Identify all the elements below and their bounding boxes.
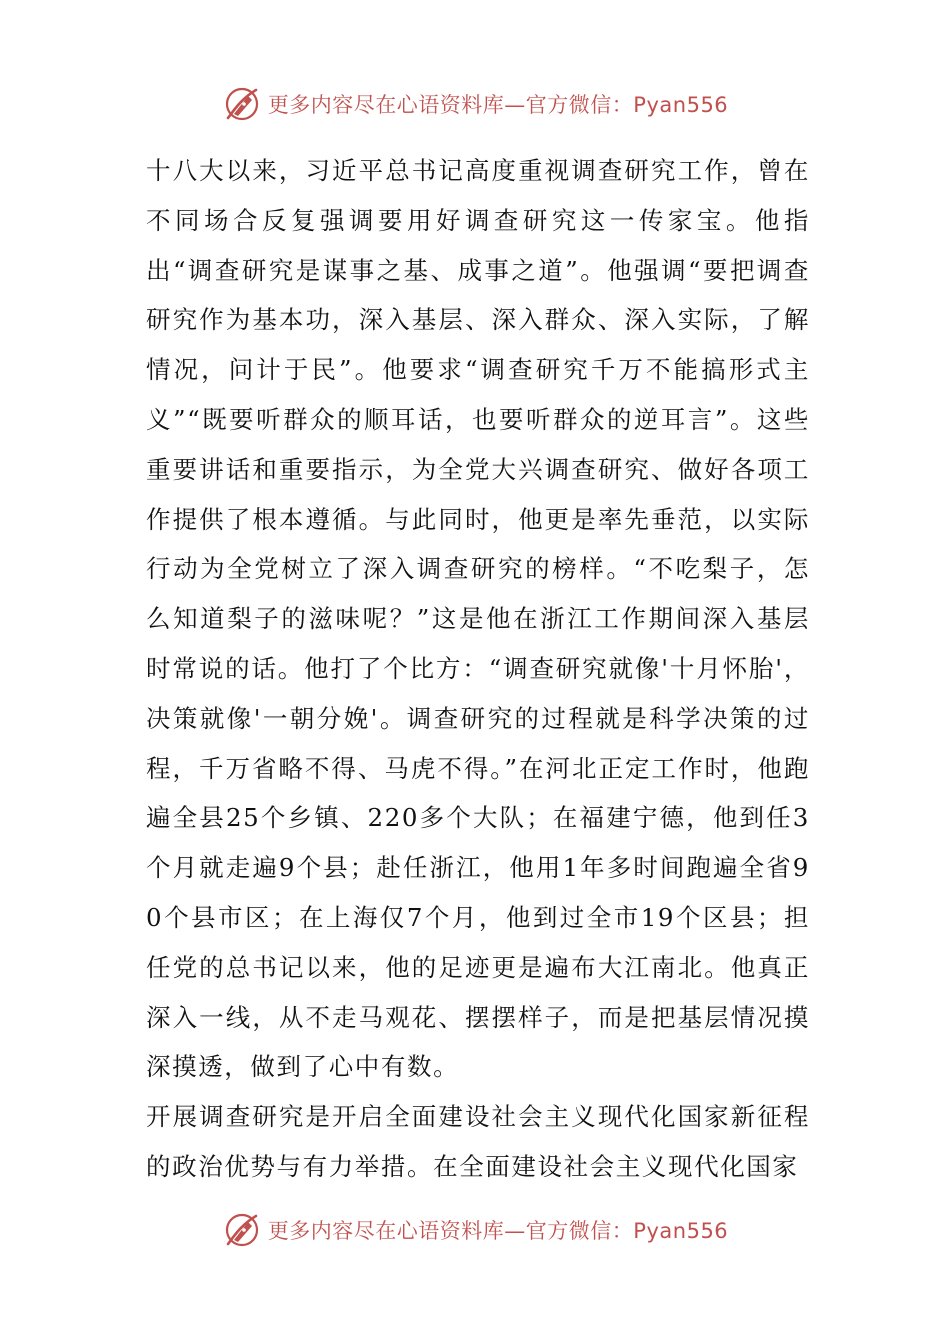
banner-text: 更多内容尽在心语资料库—官方微信：Pyan556 — [267, 93, 729, 117]
footer-banner — [0, 1208, 950, 1252]
paragraph-1: 十八大以来，习近平总书记高度重视调查研究工作，曾在不同场合反复强调要用好调查研究这一传家宝。他指出“调查研究是谋事之基、成事之道”。他强调“要把调查研究作为基本功，深入基层、深入群众、深入实际，了解情况，问计于民”。他要求“调查研究千万不能搞形式主义”“既要听群众的顺耳话，也要听群众的逆耳言”。这些重要讲话和重要指示，为全党大兴调查研究、做好各项工作提供了根本遵循。与此同时，他更是率先垂范，以实际行动为全党树立了深入调查研究的榜样。“不吃梨子，怎么知道梨子的滋味呢？”这是他在浙江工作期间深入基层时常说的话。他打了个比方：“调查研究就像'十月怀胎'，决策就像'一朝分娩'。调查研究的过程就是科学决策的过程，千万省略不得、马虎不得。”在河北正定工作时，他跑遍全县25个乡镇、220多个大队；在福建宁德，他到任3个月就走遍9个县；赴任浙江，他用1年多时间跑遍全省90个县市区；在上海仅7个月，他到过全市19个区县；担任党的总书记以来，他的足迹更是遍布大江南北。他真正深入一线，从不走马观花、摆摆样子，而是把基层情况摸深摸透，做到了心中有数。 — [146, 156, 810, 1082]
header-banner — [0, 82, 950, 126]
banner-text: 更多内容尽在心语资料库—官方微信：Pyan556 — [267, 1219, 729, 1243]
document-body — [146, 146, 810, 1192]
paragraph-2: 开展调查研究是开启全面建设社会主义现代化国家新征程的政治优势与有力举措。在全面建设社会主义现代化国家 — [146, 1102, 810, 1181]
pen-nib-logo-icon — [222, 84, 262, 124]
pen-nib-logo-icon — [222, 1210, 262, 1250]
